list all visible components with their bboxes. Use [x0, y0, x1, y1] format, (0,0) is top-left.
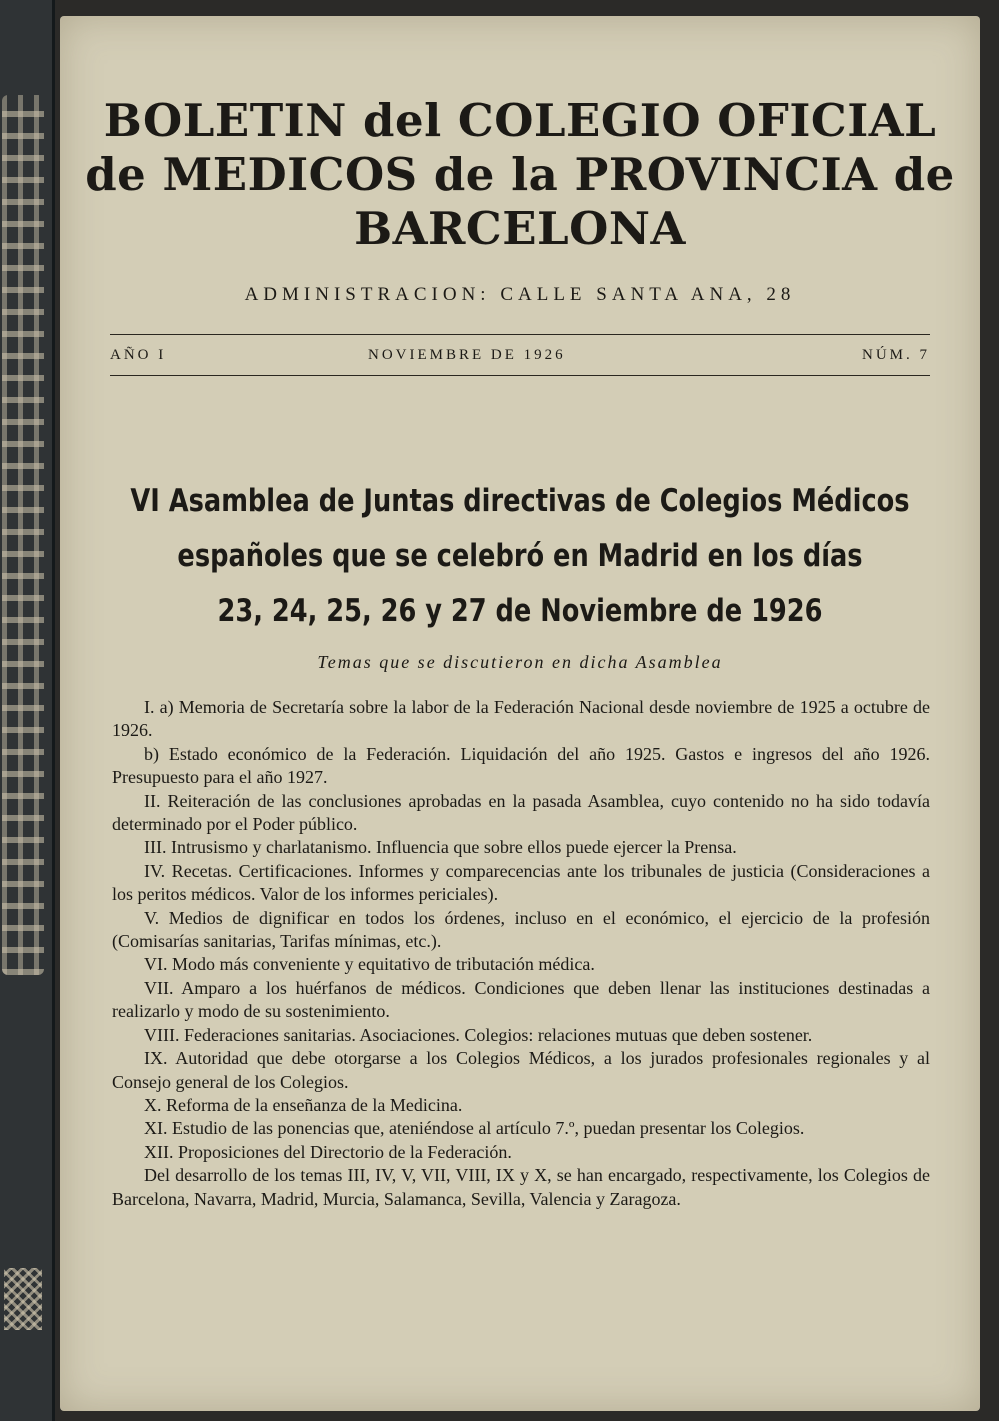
topic-paragraph: VII. Amparo a los huérfanos de médicos. Condiciones que deben llenar las instituciones destinadas a realizarlo y modo de su sostenimiento.	[112, 977, 930, 1022]
topic-paragraph: I. a) Memoria de Secretaría sobre la labor de la Federación Nacional desde noviembre de 1925 a octubre de 1926.	[112, 697, 930, 741]
closing-paragraph: Del desarrollo de los temas III, IV, V, VII, VIII, IX y X, se han encargado, respectivamente, los Colegios de Barcelona, Navarra, Madrid, Murcia, Salamanca, Sevilla, Valencia y Zaragoza.	[112, 1165, 930, 1209]
issue-info-bar	[110, 334, 930, 376]
administration-address: ADMINISTRACION: CALLE SANTA ANA, 28	[244, 284, 796, 305]
topic-paragraph: V. Medios de dignificar en todos los órdenes, incluso en el económico, el ejercicio de la profesión (Comisarías sanitarias, Tarifas mínimas, etc.).	[112, 907, 930, 952]
topics-list	[112, 696, 930, 1211]
issue-year: AÑO I	[110, 347, 167, 363]
masthead-line-3: BARCELONA	[354, 202, 686, 255]
issue-number: NÚM. 7	[861, 347, 930, 363]
document-page	[60, 16, 980, 1411]
binding-ornament-block	[4, 1268, 42, 1330]
topic-paragraph: X. Reforma de la enseñanza de la Medicina.	[144, 1094, 463, 1115]
binding-ornament	[2, 95, 44, 975]
topic-paragraph: II. Reiteración de las conclusiones aprobadas en la pasada Asamblea, cuyo contenido no ha sido todavía determinado por el Poder público.	[112, 790, 930, 835]
book-binding	[0, 0, 55, 1421]
issue-date: NOVIEMBRE DE 1926	[368, 347, 566, 363]
topic-paragraph: IX. Autoridad que debe otorgarse a los Colegios Médicos, a los jurados profesionales regionales y al Consejo general de los Colegios.	[112, 1048, 930, 1092]
masthead-line-2: de MEDICOS de la PROVINCIA de	[85, 148, 955, 201]
article-headline	[97, 474, 943, 639]
headline-line-2: españoles que se celebró en Madrid en los días	[177, 538, 863, 574]
topic-paragraph: VIII. Federaciones sanitarias. Asociaciones. Colegios: relaciones mutuas que deben sostener.	[144, 1024, 813, 1045]
topic-paragraph: XII. Proposiciones del Directorio de la Federación.	[144, 1141, 512, 1162]
topic-paragraph: VI. Modo más conveniente y equitativo de tributación médica.	[144, 954, 595, 975]
topic-paragraph: IV. Recetas. Certificaciones. Informes y comparecencias ante los tribunales de justicia (Consideraciones a los peritos médicos. Valor de los informes periciales).	[112, 860, 930, 905]
headline-line-3: 23, 24, 25, 26 y 27 de Noviembre de 1926	[217, 593, 823, 629]
headline-line-1: VI Asamblea de Juntas directivas de Colegios Médicos	[130, 483, 910, 519]
topic-paragraph: b) Estado económico de la Federación. Liquidación del año 1925. Gastos e ingresos del año 1926. Presupuesto para el año 1927.	[112, 743, 930, 788]
topic-paragraph: XI. Estudio de las ponencias que, ateniéndose al artículo 7.º, puedan presentar los Colegios.	[144, 1118, 805, 1139]
article-subtitle: Temas que se discutieron en dicha Asamblea	[317, 652, 723, 672]
masthead-line-1: BOLETIN del COLEGIO OFICIAL	[103, 94, 937, 147]
masthead	[60, 94, 980, 256]
topic-paragraph: III. Intrusismo y charlatanismo. Influencia que sobre ellos puede ejercer la Prensa.	[144, 837, 737, 858]
